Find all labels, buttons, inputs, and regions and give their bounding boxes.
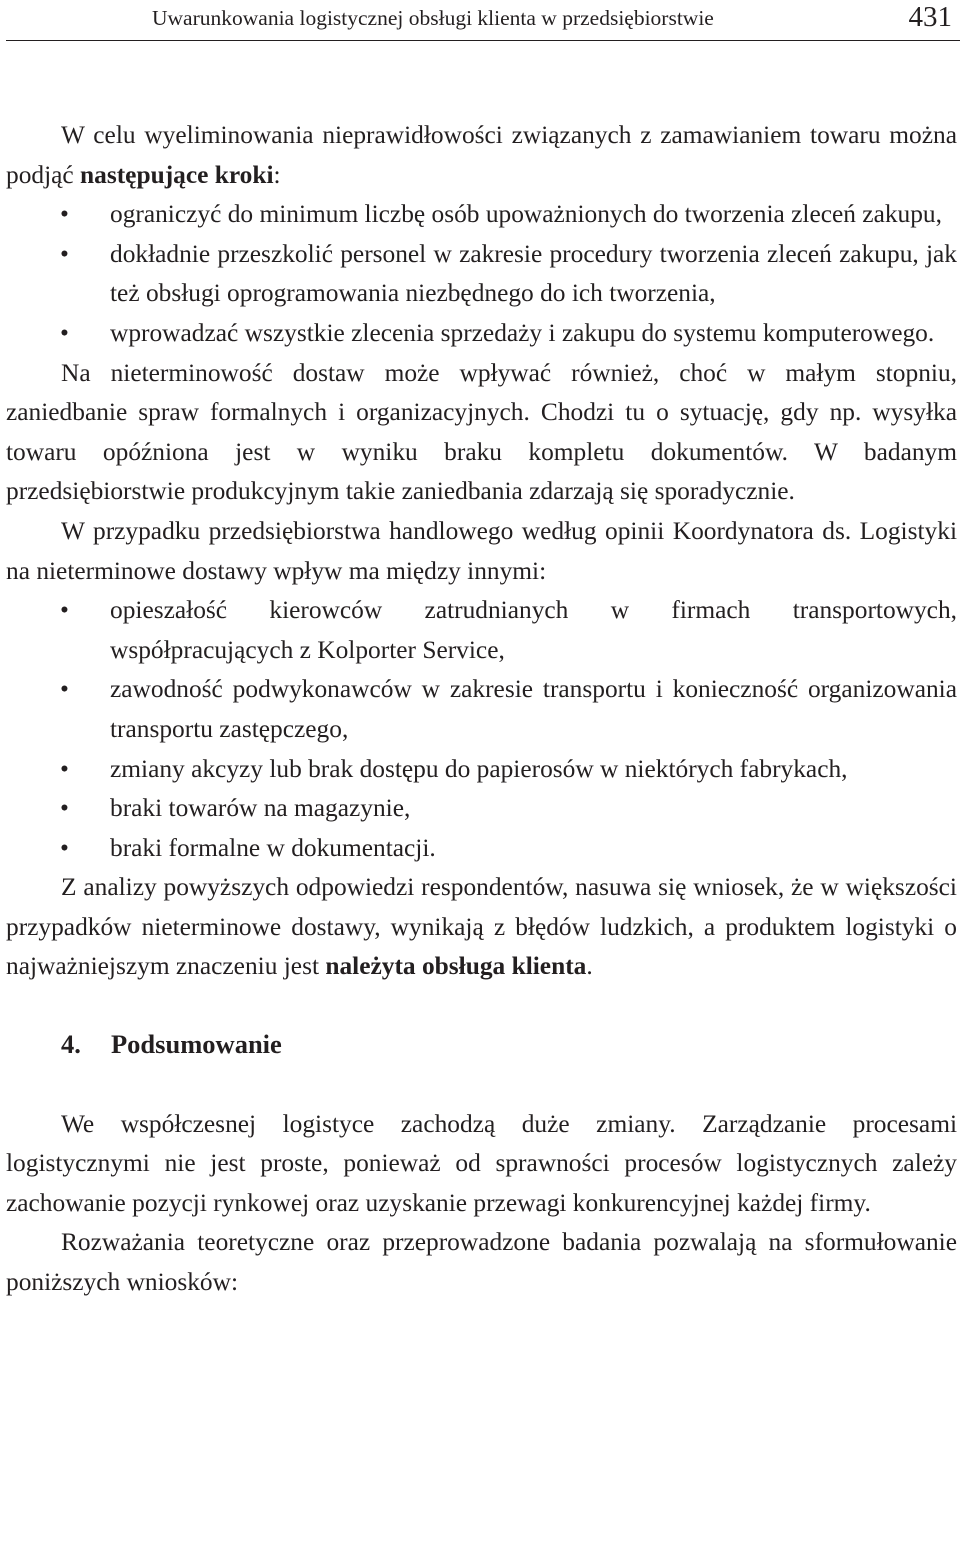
list-item [6,670,957,749]
section-heading [6,1025,957,1065]
list-item-text: dokładnie przeszkolić personel w zakresie procedury tworzenia zleceń zakupu, jak też obsługi oprogramowania niezbędnego do ich tworzenia, [110,239,957,308]
header-rule [6,40,960,41]
list-item [6,829,957,869]
running-header [0,0,960,44]
page-number: 431 [908,1,952,33]
section-number: 4. [61,1029,81,1060]
bullet: • [60,318,69,347]
list-item [6,750,957,790]
conclusion-period: . [586,952,593,981]
summary-paragraph: Rozważania teoretyczne oraz przeprowadzone badania pozwalają na sformułowanie poniższych wniosków: [6,1228,957,1297]
intro-text: W celu wyeliminowania nieprawidłowości związanych z zamawianiem towaru można podjąć [6,121,957,189]
list-item [6,591,957,670]
delay-causes-list [6,591,957,868]
conclusion-emphasis: należyta obsługa klienta [325,952,587,981]
list-item [6,195,957,235]
steps-list [6,195,957,353]
bullet: • [60,794,69,823]
bullet: • [60,596,69,625]
conclusion-text: Z analizy powyższych odpowiedzi respondentów, nasuwa się wniosek, że w większości przypadków nieterminowe dostawy, wynikają z błędów ludzkich, a produktem logistyki o najważniejszym znaczeniu jest [6,873,957,981]
bullet: • [60,754,69,783]
paragraph-trade-company: W przypadku przedsiębiorstwa handlowego według opinii Koordynatora ds. Logistyki na nieterminowe dostawy wpływ ma między innymi: [6,516,957,585]
list-item [6,314,957,354]
bullet: • [60,200,69,229]
summary-paragraph: We współczesnej logistyce zachodzą duże zmiany. Zarządzanie procesami logistycznymi nie jest proste, ponieważ od sprawności procesów logistycznych zależy zachowanie pozycji rynkowej oraz uzyskanie przewagi konkurencyjnej każdej firmy. [6,1109,957,1217]
list-item-text: wprowadzać wszystkie zlecenia sprzedaży i zakupu do systemu komputerowego. [110,318,935,347]
running-header-title: Uwarunkowania logistycznej obsługi klienta w przedsiębiorstwie [152,6,714,30]
bullet: • [60,833,69,862]
intro-paragraph [6,116,957,195]
list-item-text: zawodność podwykonawców w zakresie transportu i konieczność organizowania transportu zastępczego, [110,675,957,743]
list-item [6,235,957,314]
body-text [6,116,957,1303]
conclusion-paragraph [6,868,957,987]
intro-colon: : [273,160,281,189]
intro-emphasis: następujące kroki [80,160,274,189]
list-item-text: ograniczyć do minimum liczbę osób upoważnionych do tworzenia zleceń zakupu, [110,200,942,229]
bullet: • [60,675,69,704]
paragraph-formal-neglect: Na nieterminowość dostaw może wpływać również, choć w małym stopniu, zaniedbanie spraw formalnych i organizacyjnych. Chodzi tu o sytuację, gdy np. wysyłka towaru opóźniona jest w wyniku braku kompletu dokumentów. W badanym przedsiębiorstwie produkcyjnym takie zaniedbania zdarzają się sporadycznie. [6,358,957,506]
list-item-text: opieszałość kierowców zatrudnianych w firmach transportowych, współpracujących z Kolporter Service, [110,596,957,664]
list-item-text: zmiany akcyzy lub brak dostępu do papierosów w niektórych fabrykach, [110,754,848,783]
list-item [6,789,957,829]
list-item-text: braki formalne w dokumentacji. [110,833,436,862]
section-title: Podsumowanie [111,1029,282,1060]
list-item-text: braki towarów na magazynie, [110,794,411,823]
bullet: • [60,239,69,268]
